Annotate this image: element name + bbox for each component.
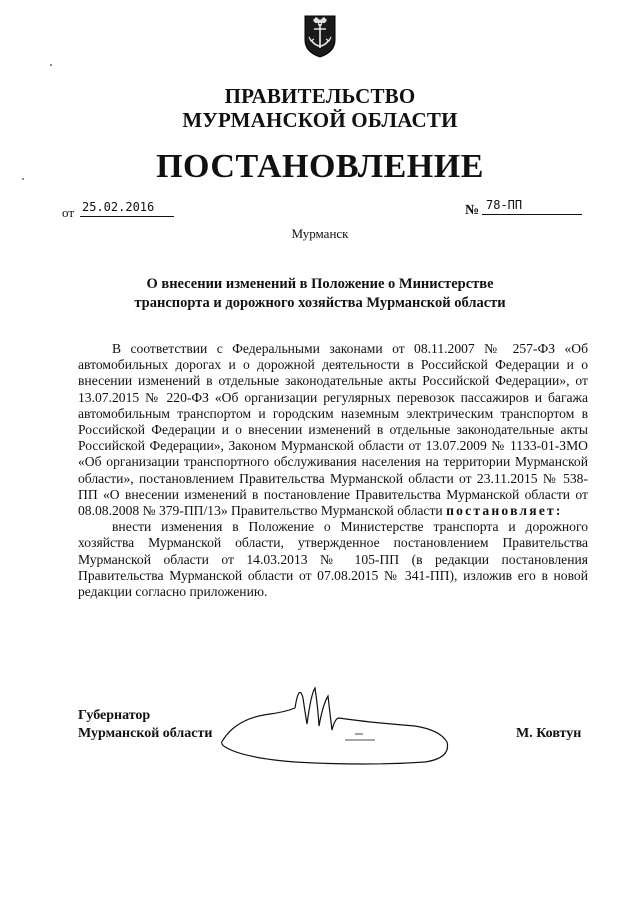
signatory-name: М. Ковтун	[516, 726, 582, 741]
government-name-line2: МУРМАНСКОЙ ОБЛАСТИ	[182, 108, 458, 132]
document-city: Мурманск	[291, 226, 349, 241]
signatory-position-line1: Губернатор	[78, 708, 151, 723]
body-paragraph-1	[78, 341, 588, 519]
document-title-line2: транспорта и дорожного хозяйства Мурманской области	[134, 295, 506, 311]
number-prefix: №	[465, 203, 480, 218]
document-number: 78-ПП	[482, 198, 582, 215]
document-type-heading: ПОСТАНОВЛЕНИЕ	[156, 148, 484, 185]
handwritten-signature	[215, 678, 455, 768]
decree-word: постановляет:	[446, 503, 563, 519]
document-title	[60, 275, 580, 313]
signatory-position-line2: Мурманской области	[78, 726, 213, 741]
date-prefix: от	[62, 205, 75, 220]
body-paragraph-2: внести изменения в Положение о Министерстве транспорта и дорожного хозяйства Мурманской области, утвержденное постановлением Правительства Мурманской области от 14.03.2013 № 105-ПП (в редакции постановления Правительства Мурманской области от 07.08.2015 № 341-ПП), изложив его в новой редакции согласно приложению.	[78, 519, 588, 600]
scan-speck	[50, 64, 52, 66]
government-name-line1: ПРАВИТЕЛЬСТВО	[224, 84, 416, 108]
coat-of-arms-icon	[302, 14, 338, 58]
preamble-text: В соответствии с Федеральными законами от 08.11.2007 № 257-ФЗ «Об автомобильных дорогах и о дорожной деятельности в Российской Федерации и о внесении изменений в отдельные законодательные акты Российской Федерации», от 13.07.2015 № 220-ФЗ «Об организации регулярных перевозок пассажиров и багажа автомобильным транспортом и городским наземным электрическим транспортом в Российской Федерации и о внесении изменений в отдельные законодательные акты Российской Федерации», Законом Мурманской области от 13.07.2009 № 1133-01-ЗМО «Об организации транспортного обслуживания населения на территории Мурманской области», постановлением Правительства Мурманской области от 23.11.2015 № 538-ПП «О внесении изменений в постановление Правительства Мурманской области от 08.08.2008 № 379-ПП/13» Правительство Мурманской области	[78, 341, 588, 519]
document-title-line1: О внесении изменений в Положение о Министерстве	[146, 276, 494, 292]
scan-speck	[22, 178, 24, 180]
signatory-position	[78, 707, 212, 743]
document-date: 25.02.2016	[80, 200, 174, 217]
document-body	[78, 341, 588, 600]
